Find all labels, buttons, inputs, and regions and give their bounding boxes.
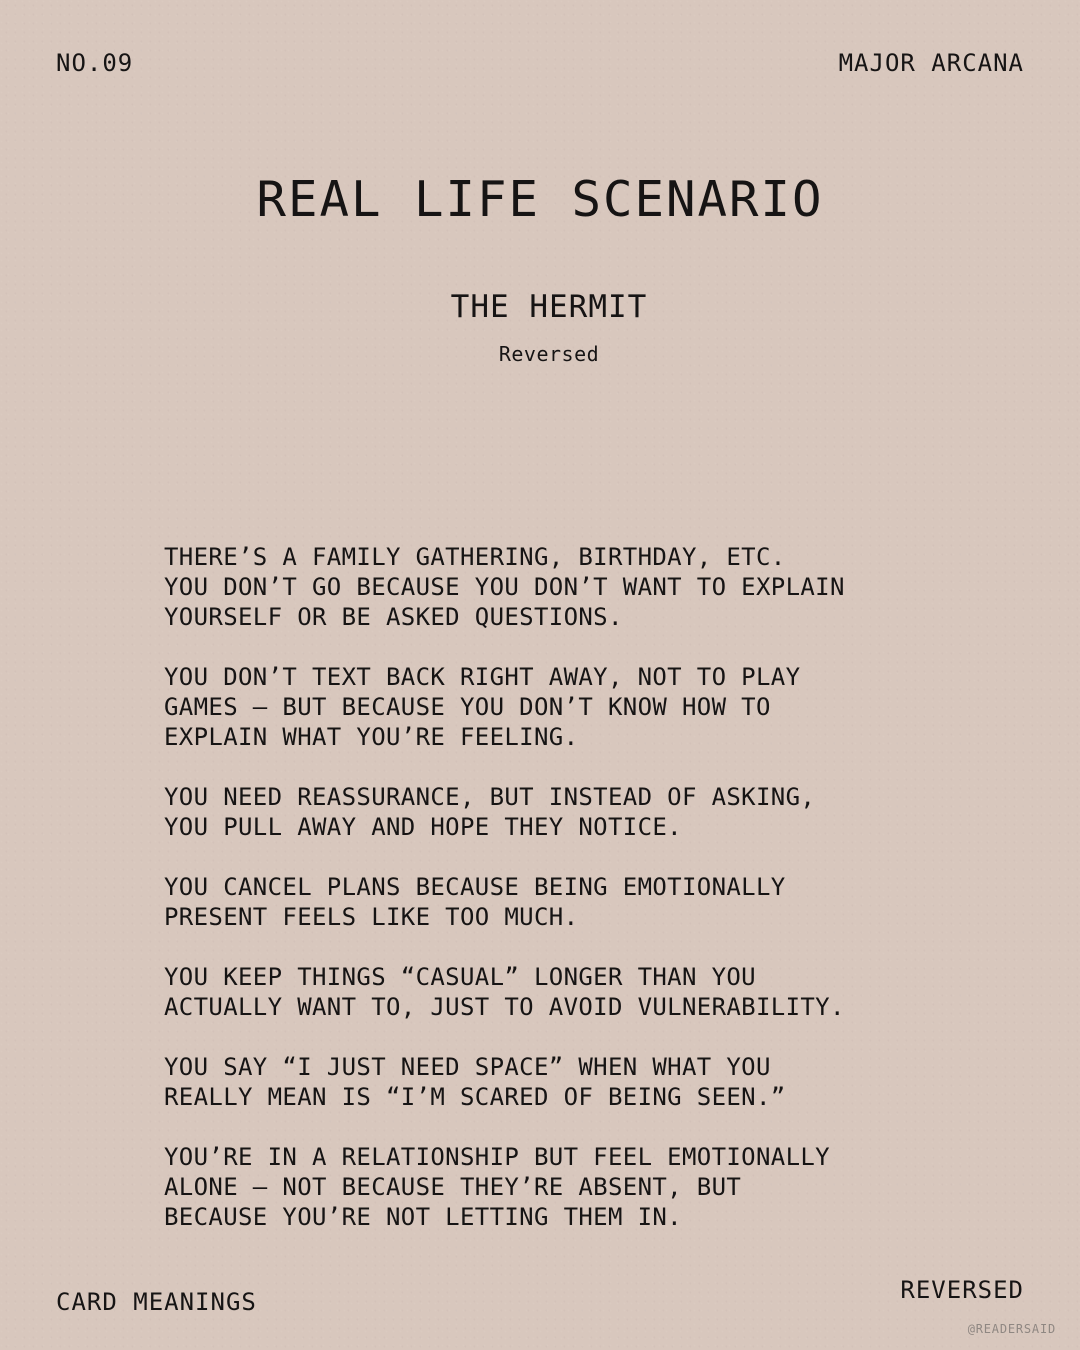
account-handle: @READERSAID <box>967 1322 1056 1336</box>
scenario-line: YOU DON’T GO BECAUSE YOU DON’T WANT TO EXPLAIN <box>164 573 845 601</box>
scenario-paragraph <box>164 1142 944 1232</box>
arcana-category: MAJOR ARCANA <box>838 49 1024 77</box>
scenario-line: REALLY MEAN IS “I’M SCARED OF BEING SEEN.” <box>164 1083 786 1111</box>
scenario-paragraph <box>164 962 944 1022</box>
card-name: THE HERMIT <box>450 289 648 325</box>
scenario-paragraph <box>164 872 944 932</box>
scenario-line: ALONE — NOT BECAUSE THEY’RE ABSENT, BUT <box>164 1173 742 1201</box>
scenario-line: YOURSELF OR BE ASKED QUESTIONS. <box>164 603 623 631</box>
scenario-line: GAMES — BUT BECAUSE YOU DON’T KNOW HOW TO <box>164 693 771 721</box>
scenario-line: YOU PULL AWAY AND HOPE THEY NOTICE. <box>164 813 682 841</box>
scenario-line: EXPLAIN WHAT YOU’RE FEELING. <box>164 723 579 751</box>
scenario-line: YOU KEEP THINGS “CASUAL” LONGER THAN YOU <box>164 963 756 991</box>
scenario-paragraph <box>164 542 944 632</box>
scenario-line: YOU’RE IN A RELATIONSHIP BUT FEEL EMOTIONALLY <box>164 1143 830 1171</box>
scenario-line: ACTUALLY WANT TO, JUST TO AVOID VULNERABILITY. <box>164 993 845 1021</box>
card-orientation: Reversed <box>498 342 600 366</box>
scenario-list <box>164 542 944 1262</box>
scenario-paragraph <box>164 782 944 842</box>
scenario-paragraph <box>164 662 944 752</box>
card-number: NO.09 <box>56 49 134 77</box>
scenario-line: YOU CANCEL PLANS BECAUSE BEING EMOTIONALLY <box>164 873 786 901</box>
scenario-line: YOU NEED REASSURANCE, BUT INSTEAD OF ASKING, <box>164 783 816 811</box>
reversed-label: REVERSED <box>900 1276 1024 1304</box>
scenario-paragraph <box>164 1052 944 1112</box>
page-title: REAL LIFE SCENARIO <box>256 170 824 228</box>
scenario-line: THERE’S A FAMILY GATHERING, BIRTHDAY, ETC. <box>164 543 786 571</box>
scenario-line: BECAUSE YOU’RE NOT LETTING THEM IN. <box>164 1203 682 1231</box>
scenario-line: PRESENT FEELS LIKE TOO MUCH. <box>164 903 579 931</box>
scenario-line: YOU DON’T TEXT BACK RIGHT AWAY, NOT TO PLAY <box>164 663 801 691</box>
card-meanings-label: CARD MEANINGS <box>56 1288 257 1316</box>
scenario-line: YOU SAY “I JUST NEED SPACE” WHEN WHAT YOU <box>164 1053 771 1081</box>
